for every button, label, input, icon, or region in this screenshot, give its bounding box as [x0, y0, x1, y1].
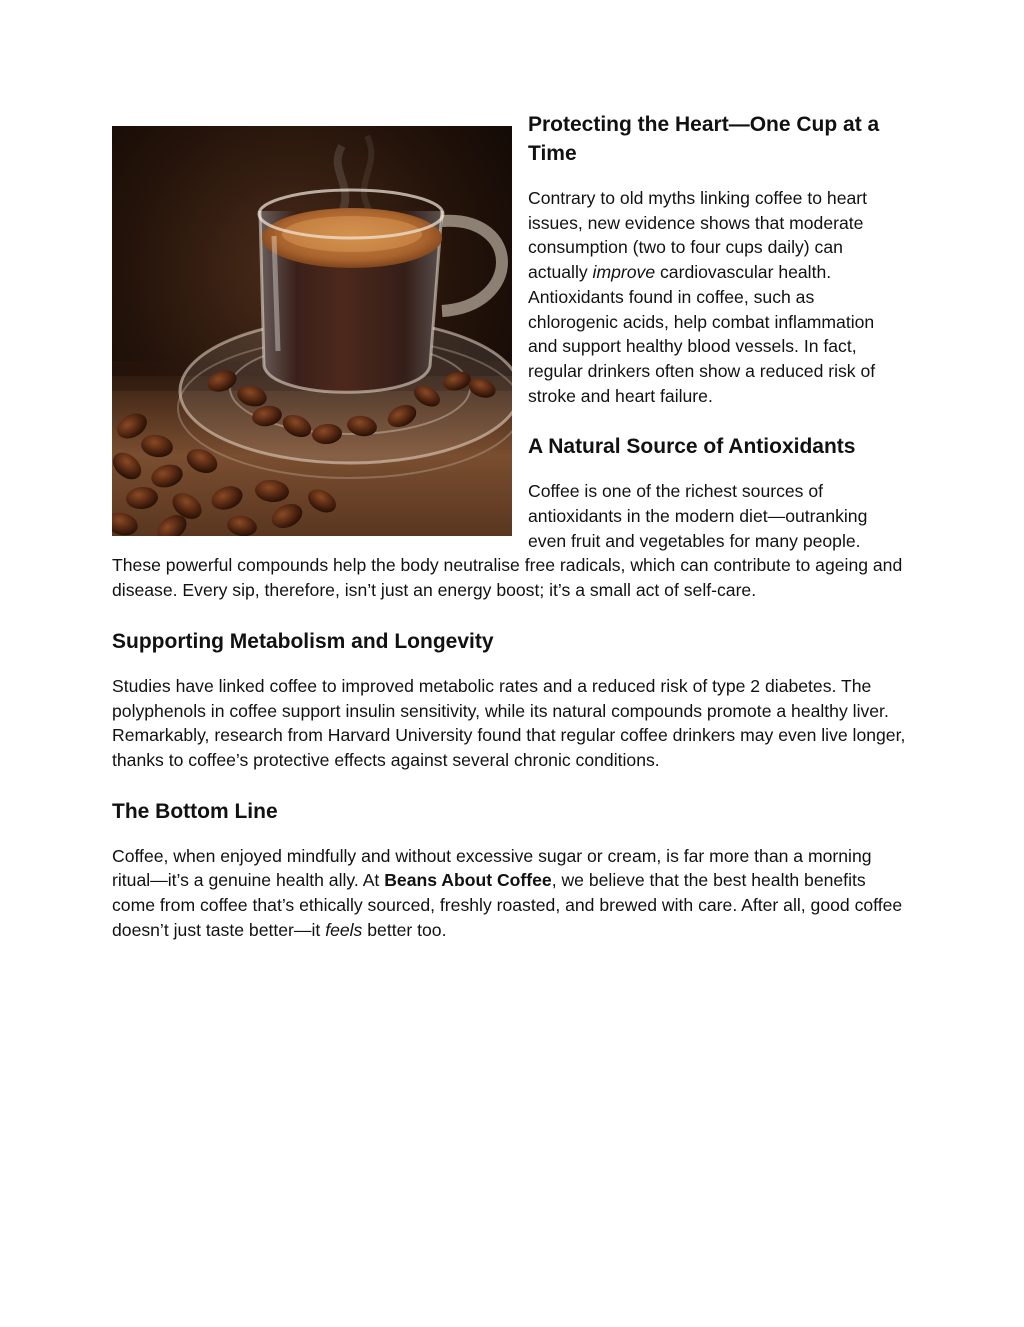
heart-emphasis: improve	[592, 262, 656, 283]
heart-text-start: Contrary to old myths linking coffee to heart issues, new evidence shows that moderate consumption (two to four cups daily) can actually	[528, 188, 868, 283]
bottom-line-emphasis: feels	[325, 919, 363, 940]
bottom-line-text-middle: , we believe that the best health benefits come from coffee that’s ethically sourced, freshly roasted, and brewed with care. After all, good coffee doesn’t just taste better—it	[112, 870, 903, 940]
heading-heart: Protecting the Heart—One Cup at a Time	[528, 113, 880, 165]
paragraph-bottom-line	[112, 844, 907, 943]
paragraph-metabolism: Studies have linked coffee to improved metabolic rates and a reduced risk of type 2 diabetes. The polyphenols in coffee support insulin sensitivity, while its natural compounds promote a healthy liver. Remarkably, research from Harvard University found that regular coffee drinkers may even live longer, thanks to coffee’s protective effects against several chronic conditions.	[112, 675, 906, 770]
bottom-line-text-start: Coffee, when enjoyed mindfully and without excessive sugar or cream, is far more than a morning ritual—it’s a genuine health ally. At	[112, 845, 872, 891]
heading-antioxidants: A Natural Source of Antioxidants	[528, 435, 856, 459]
coffee-photo	[112, 126, 512, 536]
espresso-cup-illustration	[112, 126, 512, 536]
article	[112, 108, 907, 942]
heart-text-end: cardiovascular health. Antioxidants found in coffee, such as chlorogenic acids, help combat inflammation and support healthy blood vessels. In fact, regular drinkers often show a reduced risk of stroke and heart failure.	[528, 262, 876, 406]
bottom-line-text-end: better too.	[362, 919, 447, 940]
brand-name: Beans About Coffee	[384, 870, 552, 891]
heading-metabolism: Supporting Metabolism and Longevity	[112, 629, 494, 653]
heading-bottom-line: The Bottom Line	[112, 799, 278, 823]
paragraph-antioxidants: Coffee is one of the richest sources of antioxidants in the modern diet—outranking even fruit and vegetables for many people. These powerful compounds help the body neutralise free radicals, which can contribute to ageing and disease. Every sip, therefore, isn’t just an energy boost; it’s a small act of self-care.	[112, 481, 903, 601]
